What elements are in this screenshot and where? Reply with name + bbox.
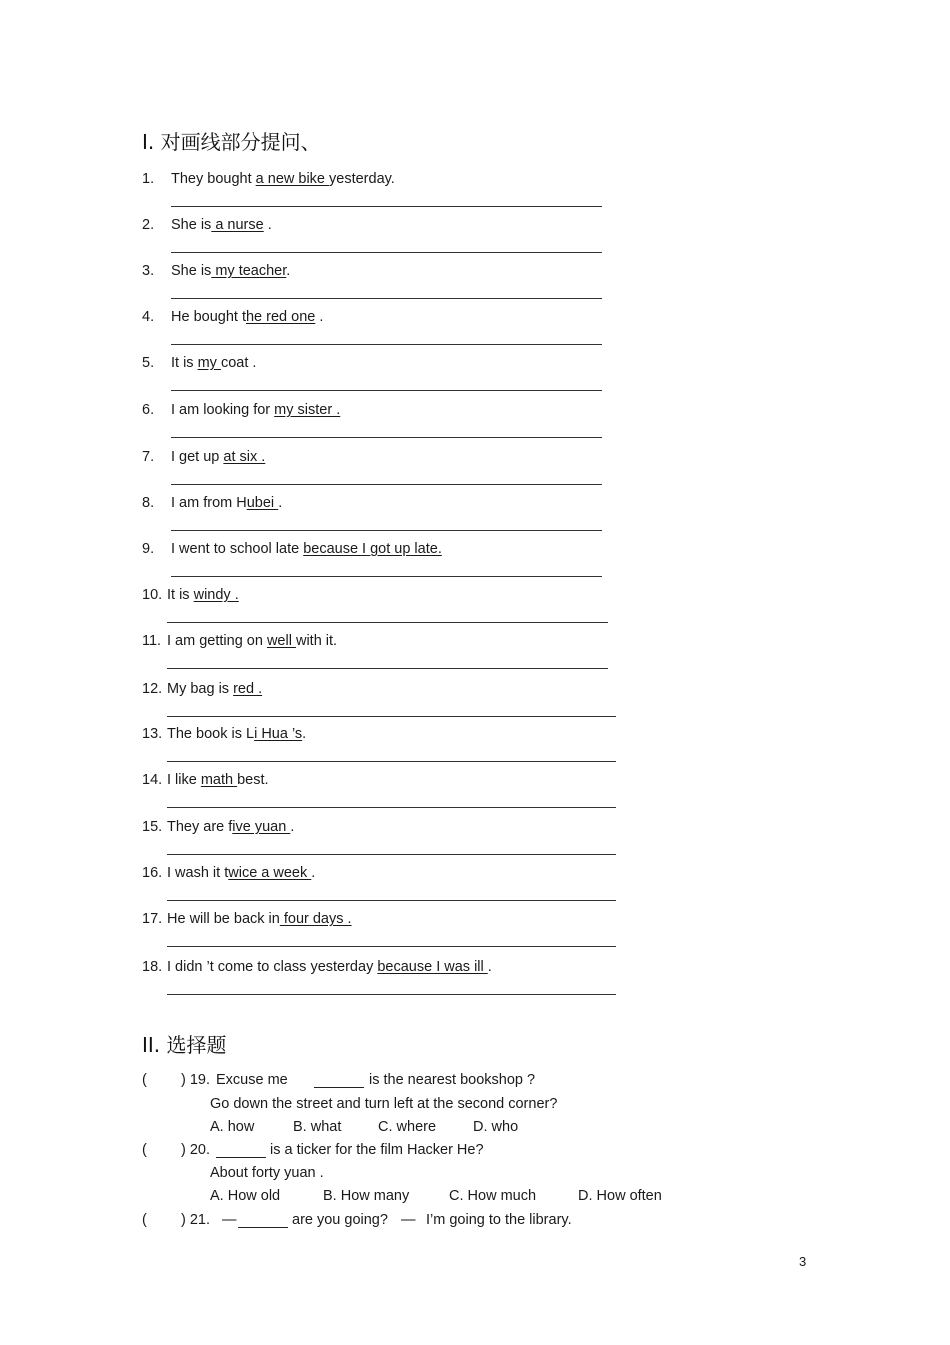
question-number: 15. <box>142 819 163 835</box>
question-text: Excuse me <box>216 1072 288 1088</box>
underlined-part: ubei <box>246 495 279 511</box>
question-9 <box>142 540 442 558</box>
question-number: 11. <box>142 633 162 649</box>
question-text: . <box>311 865 316 881</box>
question-number: 12. <box>142 681 163 697</box>
question-17 <box>142 910 352 928</box>
underlined-part: red . <box>233 681 263 697</box>
answer-line[interactable] <box>167 807 616 808</box>
underlined-part: because I was ill <box>377 959 488 975</box>
question-text: . <box>278 495 283 511</box>
underlined-part: he red one <box>245 309 316 325</box>
question-18 <box>142 958 492 976</box>
underlined-part: at six . <box>223 449 266 465</box>
question-number: 17. <box>142 911 163 927</box>
question-text: The book is L <box>167 726 255 742</box>
answer-paren: ( <box>142 1142 147 1158</box>
underlined-part: well <box>266 633 296 649</box>
underlined-part: wice a week <box>228 865 312 881</box>
answer-line[interactable] <box>167 854 616 855</box>
question-6 <box>142 401 340 419</box>
underlined-part: a new bike <box>255 171 330 187</box>
question-8 <box>142 494 282 512</box>
question-text: is a ticker for the film Hacker He? <box>270 1142 484 1158</box>
question-number: 2. <box>142 217 155 233</box>
question-text: best. <box>237 772 269 788</box>
question-text: . <box>263 217 272 233</box>
question-text: I didn ’t come to class yesterday <box>167 959 378 975</box>
underlined-part: ive yuan <box>232 819 291 835</box>
option-c: C. How much <box>449 1188 537 1204</box>
mc-question-19-reply: Go down the street and turn left at the second corner? <box>210 1096 558 1112</box>
question-4 <box>142 308 323 326</box>
option-c: C. where <box>378 1119 437 1135</box>
answer-line[interactable] <box>171 252 602 253</box>
option-a: A. how <box>210 1119 255 1135</box>
question-text: . <box>315 309 324 325</box>
question-number: 13. <box>142 726 163 742</box>
question-15 <box>142 818 294 836</box>
question-number: 8. <box>142 495 155 511</box>
question-text: I am looking for <box>171 402 275 418</box>
answer-paren: ( <box>142 1072 147 1088</box>
underlined-part: my sister . <box>274 402 341 418</box>
underlined-part: four days . <box>279 911 352 927</box>
question-text: I am getting on <box>167 633 267 649</box>
question-number: 6. <box>142 402 155 418</box>
answer-line[interactable] <box>171 298 602 299</box>
question-text: . <box>302 726 307 742</box>
question-11 <box>142 632 337 650</box>
question-text: with it. <box>295 633 338 649</box>
dash: — <box>222 1212 237 1228</box>
answer-line[interactable] <box>171 576 602 577</box>
answer-blank[interactable] <box>314 1073 364 1088</box>
question-text: I am from H <box>171 495 247 511</box>
question-text: He will be back in <box>167 911 280 927</box>
question-number: ) 20. <box>181 1142 211 1158</box>
question-13 <box>142 725 306 743</box>
underlined-part: i Hua ’s <box>254 726 303 742</box>
answer-line[interactable] <box>167 716 616 717</box>
question-10 <box>142 586 239 604</box>
question-number: 4. <box>142 309 155 325</box>
underlined-part: math <box>200 772 238 788</box>
section-1-title: I. 对画线部分提问、 <box>142 130 321 154</box>
question-text: is the nearest bookshop ? <box>369 1072 536 1088</box>
question-number: ) 19. <box>181 1072 211 1088</box>
option-d: D. How often <box>578 1188 662 1204</box>
question-5 <box>142 354 256 372</box>
underlined-part: my <box>197 355 221 371</box>
question-7 <box>142 448 265 466</box>
option-d: D. who <box>473 1119 519 1135</box>
answer-line[interactable] <box>171 530 602 531</box>
section-2-title: II. 选择题 <box>142 1033 227 1057</box>
question-text: I’m going to the library. <box>426 1212 572 1228</box>
question-2 <box>142 216 272 234</box>
question-14 <box>142 771 269 789</box>
question-number: 16. <box>142 865 163 881</box>
question-text: My bag is <box>167 681 234 697</box>
answer-paren: ( <box>142 1212 147 1228</box>
option-b: B. How many <box>323 1188 410 1204</box>
option-b: B. what <box>293 1119 342 1135</box>
question-1 <box>142 170 395 188</box>
question-number: 10. <box>142 587 163 603</box>
mc-question-20-reply: About forty yuan . <box>210 1165 324 1181</box>
answer-line[interactable] <box>167 668 608 669</box>
question-text: . <box>286 263 291 279</box>
question-text: . <box>290 819 295 835</box>
question-12 <box>142 680 262 698</box>
question-text: She is <box>171 263 212 279</box>
question-3 <box>142 262 290 280</box>
underlined-part: a nurse <box>211 217 264 233</box>
question-number: 5. <box>142 355 155 371</box>
question-number: 3. <box>142 263 155 279</box>
answer-line[interactable] <box>167 994 616 995</box>
answer-line[interactable] <box>171 437 602 438</box>
answer-line[interactable] <box>171 484 602 485</box>
answer-line[interactable] <box>167 761 616 762</box>
question-text: are you going? <box>292 1212 388 1228</box>
underlined-part: my teacher <box>211 263 287 279</box>
question-text: coat . <box>220 355 257 371</box>
question-number: 14. <box>142 772 163 788</box>
underlined-part: windy . <box>193 587 239 603</box>
answer-blank[interactable] <box>216 1143 266 1158</box>
answer-line[interactable] <box>171 206 602 207</box>
question-number: 1. <box>142 171 155 187</box>
question-number: 7. <box>142 449 155 465</box>
question-text: . <box>487 959 492 975</box>
answer-line[interactable] <box>167 622 608 623</box>
question-text: yesterday. <box>329 171 395 187</box>
option-a: A. How old <box>210 1188 281 1204</box>
page-number: 3 <box>799 1254 807 1269</box>
question-text: He bought t <box>171 309 246 325</box>
answer-blank[interactable] <box>238 1213 288 1228</box>
underlined-part: because I got up late. <box>303 541 442 557</box>
question-text: I like <box>167 772 201 788</box>
question-text: I get up <box>171 449 224 465</box>
question-text: She is <box>171 217 212 233</box>
answer-line[interactable] <box>171 344 602 345</box>
answer-line[interactable] <box>167 946 616 947</box>
question-number: 18. <box>142 959 163 975</box>
question-text: It is <box>171 355 198 371</box>
question-16 <box>142 864 315 882</box>
question-text: They bought <box>171 171 256 187</box>
dash: — <box>401 1212 416 1228</box>
question-text: I wash it t <box>167 865 229 881</box>
question-text: I went to school late <box>171 541 304 557</box>
question-number: ) 21. <box>181 1212 211 1228</box>
question-number: 9. <box>142 541 155 557</box>
answer-line[interactable] <box>171 390 602 391</box>
question-text: It is <box>167 587 194 603</box>
answer-line[interactable] <box>167 900 616 901</box>
question-text: They are f <box>167 819 233 835</box>
